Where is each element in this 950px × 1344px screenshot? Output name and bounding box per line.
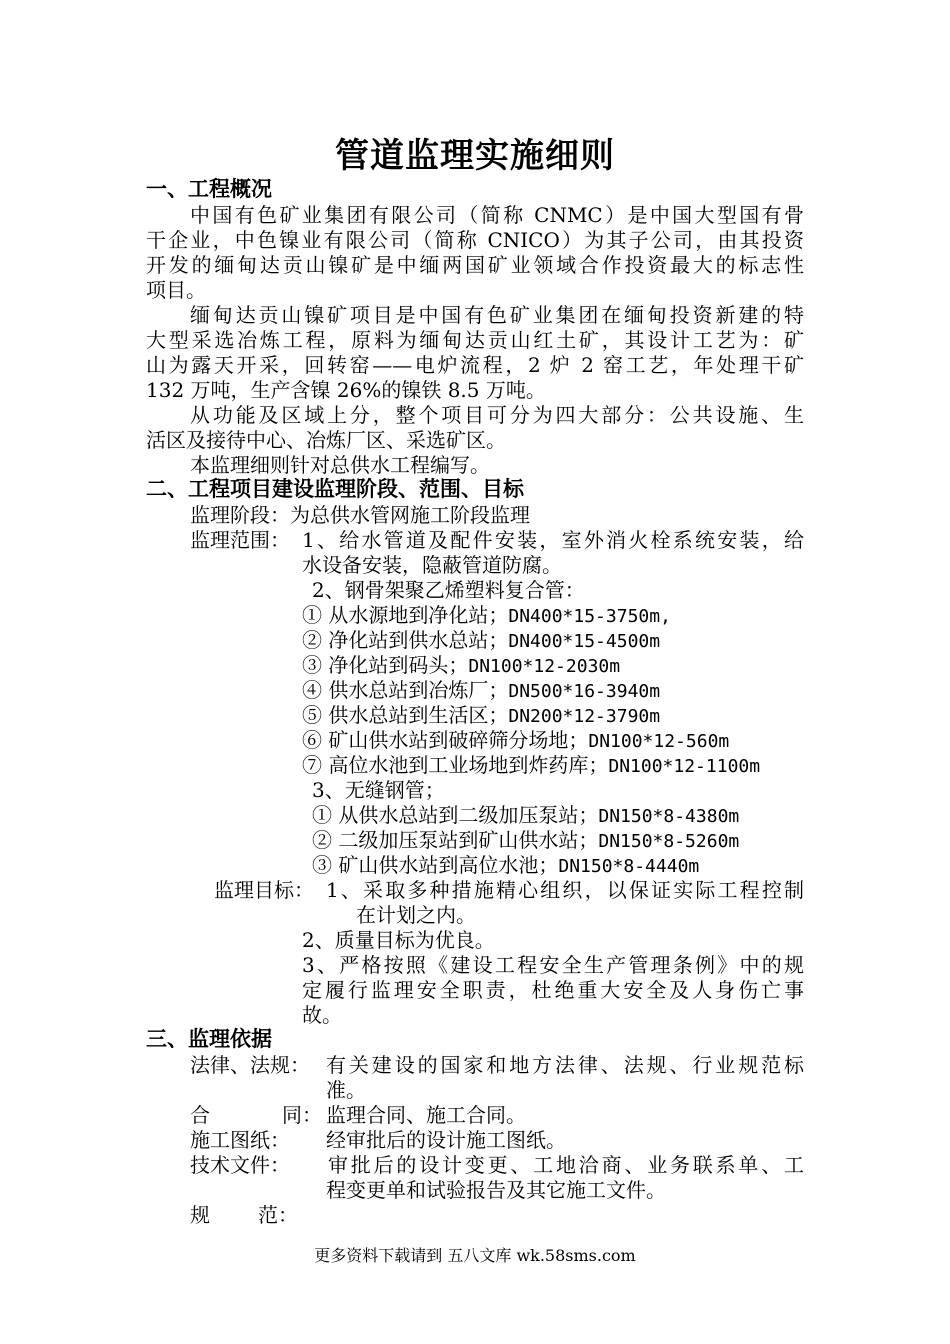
paragraph-line: 活区及接待中心、冶炼厂区、采选矿区。 [146, 428, 506, 452]
page-title: 管道监理实施细则 [335, 136, 615, 176]
tech-text: 审批后的设计变更、工地洽商、业务联系单、工 [328, 1153, 804, 1177]
pipe-route: ③ 净化站到码头； [302, 653, 469, 677]
tech-text-cont: 程变更单和试验报告及其它施工文件。 [326, 1178, 666, 1202]
pipe-item [302, 703, 660, 729]
paragraph-line: 项目。 [146, 278, 206, 302]
paragraph-line: 山为露天开采，回转窑——电炉流程，2 炉 2 窑工艺，年处理干矿 [146, 353, 804, 377]
pipe-route: ⑥ 矿山供水站到破碎筛分场地； [302, 728, 589, 752]
pipe-spec: DN100*12-560m [588, 731, 730, 752]
paragraph-line: 中国有色矿业集团有限公司（简称 CNMC）是中国大型国有骨 [190, 203, 804, 227]
footer-link[interactable]: 更多资料下载请到 五八文库 wk.58sms.com [314, 1246, 636, 1265]
pipe-route: ② 二级加压泵站到矿山供水站； [312, 828, 599, 852]
scope-item-3-title: 3、无缝钢管； [312, 778, 445, 802]
scope-item-1-cont: 水设备安装，隐蔽管道防腐。 [302, 553, 562, 577]
pipe-spec: DN150*8-4380m [598, 806, 740, 827]
pipe-item [302, 728, 729, 754]
pipe-item [302, 753, 760, 779]
scope-item-1: 1、给水管道及配件安装，室外消火栓系统安装，给 [302, 528, 804, 552]
goal-item-2: 2、质量目标为优良。 [302, 928, 495, 952]
contract-label-b: 同： [282, 1103, 322, 1127]
law-text: 有关建设的国家和地方法律、法规、行业规范标 [326, 1053, 804, 1077]
law-label: 法律、法规： [190, 1053, 310, 1077]
pipe-spec: DN400*15-3750m, [508, 606, 671, 627]
section-heading-stage-scope-goal: 二、工程项目建设监理阶段、范围、目标 [146, 477, 524, 501]
section-heading-overview: 一、工程概况 [146, 177, 272, 201]
pipe-spec: DN150*8-4440m [558, 856, 700, 877]
supervision-stage: 监理阶段：为总供水管网施工阶段监理 [190, 503, 530, 527]
pipe-spec: DN100*12-1100m [608, 756, 761, 777]
paragraph-line: 缅甸达贡山镍矿项目是中国有色矿业集团在缅甸投资新建的特 [190, 303, 804, 327]
goal-item-3-end: 故。 [302, 1003, 342, 1027]
law-text-cont: 准。 [326, 1078, 366, 1102]
goal-item-1: 1、采取多种措施精心组织，以保证实际工程控制 [326, 878, 804, 902]
pipe-route: ② 净化站到供水总站； [302, 628, 509, 652]
paragraph-line: 132 万吨，生产含镍 26%的镍铁 8.5 万吨。 [146, 378, 546, 402]
paragraph-line: 从功能及区域上分，整个项目可分为四大部分：公共设施、生 [190, 403, 804, 427]
pipe-route: ① 从水源地到净化站； [302, 603, 509, 627]
goal-label: 监理目标： [214, 878, 314, 902]
contract-label-a: 合 [190, 1103, 210, 1127]
pipe-item [312, 828, 739, 854]
tech-label: 技术文件： [190, 1153, 290, 1177]
pipe-route: ④ 供水总站到冶炼厂； [302, 678, 509, 702]
pipe-item [302, 628, 660, 654]
norm-label-a: 规 [190, 1203, 210, 1227]
drawing-text: 经审批后的设计施工图纸。 [326, 1128, 566, 1152]
pipe-item [302, 678, 660, 704]
drawing-label: 施工图纸： [190, 1128, 290, 1152]
paragraph-line: 大型采选冶炼工程，原料为缅甸达贡山红土矿，其设计工艺为：矿 [146, 328, 804, 352]
goal-item-3-cont: 定履行监理安全职责，杜绝重大安全及人身伤亡事 [302, 978, 804, 1002]
scope-label: 监理范围： [190, 528, 290, 552]
pipe-item [312, 803, 739, 829]
pipe-spec: DN400*15-4500m [508, 631, 661, 652]
pipe-route: ⑤ 供水总站到生活区； [302, 703, 509, 727]
pipe-spec: DN500*16-3940m [508, 681, 661, 702]
norm-label-b: 范： [258, 1203, 298, 1227]
pipe-route: ① 从供水总站到二级加压泵站； [312, 803, 599, 827]
pipe-item [302, 653, 620, 679]
goal-item-1-cont: 在计划之内。 [356, 903, 476, 927]
goal-item-3: 3、严格按照《建设工程安全生产管理条例》中的规 [302, 953, 804, 977]
pipe-spec: DN150*8-5260m [598, 831, 740, 852]
pipe-spec: DN100*12-2030m [468, 656, 621, 677]
contract-text: 监理合同、施工合同。 [326, 1103, 526, 1127]
pipe-route: ⑦ 高位水池到工业场地到炸药库； [302, 753, 609, 777]
pipe-route: ③ 矿山供水站到高位水池； [312, 853, 559, 877]
pipe-item [312, 853, 699, 879]
pipe-item [302, 603, 671, 629]
section-heading-basis: 三、监理依据 [146, 1027, 272, 1051]
paragraph-line: 本监理细则针对总供水工程编写。 [190, 453, 490, 477]
paragraph-line: 开发的缅甸达贡山镍矿是中缅两国矿业领域合作投资最大的标志性 [146, 253, 804, 277]
pipe-spec: DN200*12-3790m [508, 706, 661, 727]
paragraph-line: 干企业，中色镍业有限公司（简称 CNICO）为其子公司，由其投资 [146, 228, 804, 252]
scope-item-2-title: 2、钢骨架聚乙烯塑料复合管： [312, 578, 585, 602]
